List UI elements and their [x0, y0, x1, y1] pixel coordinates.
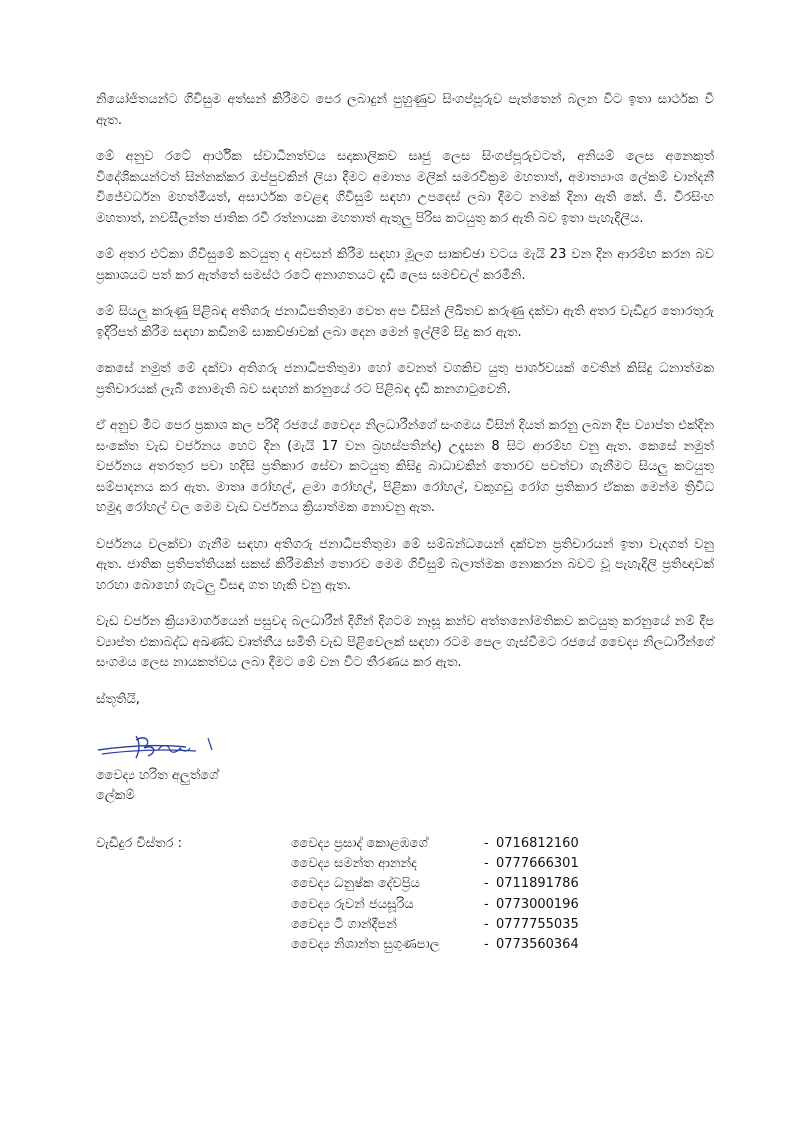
contact-name: වෛද්‍ය සමන්ත ආනන්ද	[291, 856, 417, 872]
contact-name: වෛද්‍ය රුවන් ජයසූරිය	[291, 896, 414, 912]
contact-row: වෛද්‍ය සමන්ත ආනන්ද - 0777666301	[291, 854, 714, 874]
contact-row: වෛද්‍ය රුවන් ජයසූරිය - 0773000196	[291, 895, 714, 915]
contact-row: වෛද්‍ය ධනුෂ්ක දේවප්‍රිය - 0711891786	[291, 874, 714, 894]
contact-phone: 0773000196	[496, 896, 579, 912]
contact-name: වෛද්‍ය ධනුෂ්ක දේවප්‍රිය	[291, 876, 420, 892]
contacts-section	[96, 834, 714, 955]
contact-phone: 0773560364	[496, 937, 579, 953]
signatory-block	[96, 766, 714, 806]
signatory-name: වෛද්‍ය හරිත අලුත්ගේ	[96, 768, 219, 783]
paragraph-8: වැඩ වර්ජන ක්‍රියාමාර්ගයෙන් පසුවද බලධාරීන් දිගින් දිගටම නෑසූ කන්ව අත්තනෝමතිකව කටයුතු කරනුයේ නම් දීප ව්‍යාප්ත එකාබද්ධ අඛණ්ඩ වෘත්තීය සමිති වැඩ පිළිවෙලක් සඳහා රටම පෙල ගැස්වීමට රජයේ වෛද්‍ය නිලධාරීන්ගේ සංගමය ලෙස නායකත්වය ලබා දීමට මේ වන විට තීරණය කර ඇත.	[96, 614, 714, 670]
letter-page	[96, 90, 714, 955]
contact-phone: 0716812160	[496, 836, 579, 851]
contact-row: වෛද්‍ය ටී ගාන්දීපන් - 0777755035	[291, 915, 714, 935]
paragraph-7: වර්ජනය වලක්වා ගැනීම සඳහා අතිගරු ජනාධිපතිතුමා මේ සම්බන්ධයෙන් දක්වන ප්‍රතිචාරයන් ඉතා වැදගත් වනු ඇත. ජාතික ප්‍රතිපත්තියක් සකස් කිරීමකින් තොරව මෙම ගිවිසුම් බලාත්මක නොකරන බවට වූ පැහැදිලි ප්‍රතිඥාවක් හරහා බොහෝ ගැටලු විසඳා ගත හැකි වනු ඇත.	[96, 536, 714, 593]
paragraph-3: මේ අතර එට්කා ගිවිසුමේ කටයුතු ද අවසන් කිරීම සඳහා මූලග සාකච්ඡා වටය මැයි 23 වන දින ආරම්භ කරන බව ප්‍රකාශයට පත් කර ඇත්තේ සමස්ථ රටේ අනාගතයට දැඩි ලෙස සමච්චල් කරමිනි.	[96, 247, 714, 283]
contact-row: වෛද්‍ය ප්‍රසාද් කොළඹගේ - 0716812160	[291, 834, 714, 854]
contact-phone: 0711891786	[496, 876, 579, 892]
contact-name: වෛද්‍ය ප්‍රසාද් කොළඹගේ	[291, 836, 428, 851]
contacts-label: වැඩිදුර විස්තර :	[96, 836, 182, 851]
contact-row: වෛද්‍ය නිශාන්ත සුගුණපාල - 0773560364	[291, 935, 714, 955]
contact-phone: 0777755035	[496, 916, 579, 932]
paragraph-5: කෙසේ නමුත් මේ දක්වා අතිගරු ජනාධිපතිතුමා හෝ වෙනත් වගකිව යුතු පාර්ශවයක් වෙතින් කිසිදු ධනාත්මක ප්‍රතිචාරයක් ලැබී නොමැති බව සඳහන් කරනුයේ රට පිළිබඳ දැඩි කනගාටුවෙනි.	[96, 361, 714, 397]
paragraph-2: මේ අනුව රටේ ආර්ථික ස්වාධීනත්වය සදාකාලිකව සෘජු ලෙස සිංගප්පූරුවටත්, අනියම් ලෙස අනෙකුත් විදේශිකයන්ටත් සින්නක්කර ඔප්පුවකින් ලියා දීමට අමාත්‍ය මලික් සමරවික්‍රම මහතාත්, අමාත්‍යාංශ ලේකම් චාන්දනී විජේවර්ධන මහත්මියත්, අසාර්ථක වෙළඳ ගිවිසුම් සඳහා උපදෙස් ලබා දීමට නමක් දිනා ඇති කේ. ජී. වීරසිංහ මහතාත්, නවසීලන්ත ජාතික රවී රත්නායක මහතාත් ඇතුලු පිරිස කටයුතු කර ඇති බව ඉතා පැහැදිලිය.	[96, 149, 714, 226]
contacts-list	[291, 834, 714, 955]
contact-name: වෛද්‍ය නිශාන්ත සුගුණපාල	[291, 937, 440, 953]
signature-image	[96, 728, 226, 764]
contact-name: වෛද්‍ය ටී ගාන්දීපන්	[291, 916, 397, 932]
paragraph-4: මේ සියලු කරුණු පිළිබඳ අතිගරු ජනාධිපතිතුමා වෙත අප විසින් ලිඛිතව කරුණු දක්වා ඇති අතර වැඩිදුර තොරතුරු ඉදිරිපත් කිරීම සඳහා කඩිනම් සාකච්ඡාවක් ලබා දෙන මෙන් ඉල්ලීම් සිදු කර ඇත.	[96, 304, 714, 340]
closing-salutation: ස්තූතියි,	[96, 691, 140, 707]
signatory-title: ලේකම්	[96, 788, 135, 803]
contact-phone: 0777666301	[496, 856, 579, 872]
paragraph-1: නියෝජිතයන්ට ගිවිසුම අත්සන් කිරීමට පෙර ලබාදුන් පුහුණුව සිංගප්පූරුව පැත්තෙන් බලන විට ඉතා සාර්ථක වී ඇත.	[96, 92, 714, 128]
paragraph-6: ඒ අනුව මීට පෙර ප්‍රකාශ කල පරිදි රජයේ වෛද්‍ය නිලධාරීන්ගේ සංගමය විසින් දියත් කරනු ලබන දීප ව්‍යාප්ත එක්දින සංකේත වැඩ වර්ජනය හෙට දින (මැයි 17 වන බ්‍රහස්පතින්දා) උදෑසන 8 සිට ආරම්භ වනු ඇත. කෙසේ නමුත් වර්ජනය අතරතුර පවා හදිසි ප්‍රතිකාර සේවා කටයුතු කිසිදු බාධාවකින් තොරව පවත්වා ගැනීමට සියලු කටයුතු සම්පාදනය කර ඇත. මාතෘ රෝහල්, ළමා රෝහල්, පිළිකා රෝහල්, වකුගඩු රෝග ප්‍රතිකාර ඒකක මෙන්ම ත්‍රිවිධ හමුදා රෝහල් වල මෙම වැඩ වර්ජනය ක්‍රියාත්මක නොවනු ඇත.	[96, 418, 714, 515]
